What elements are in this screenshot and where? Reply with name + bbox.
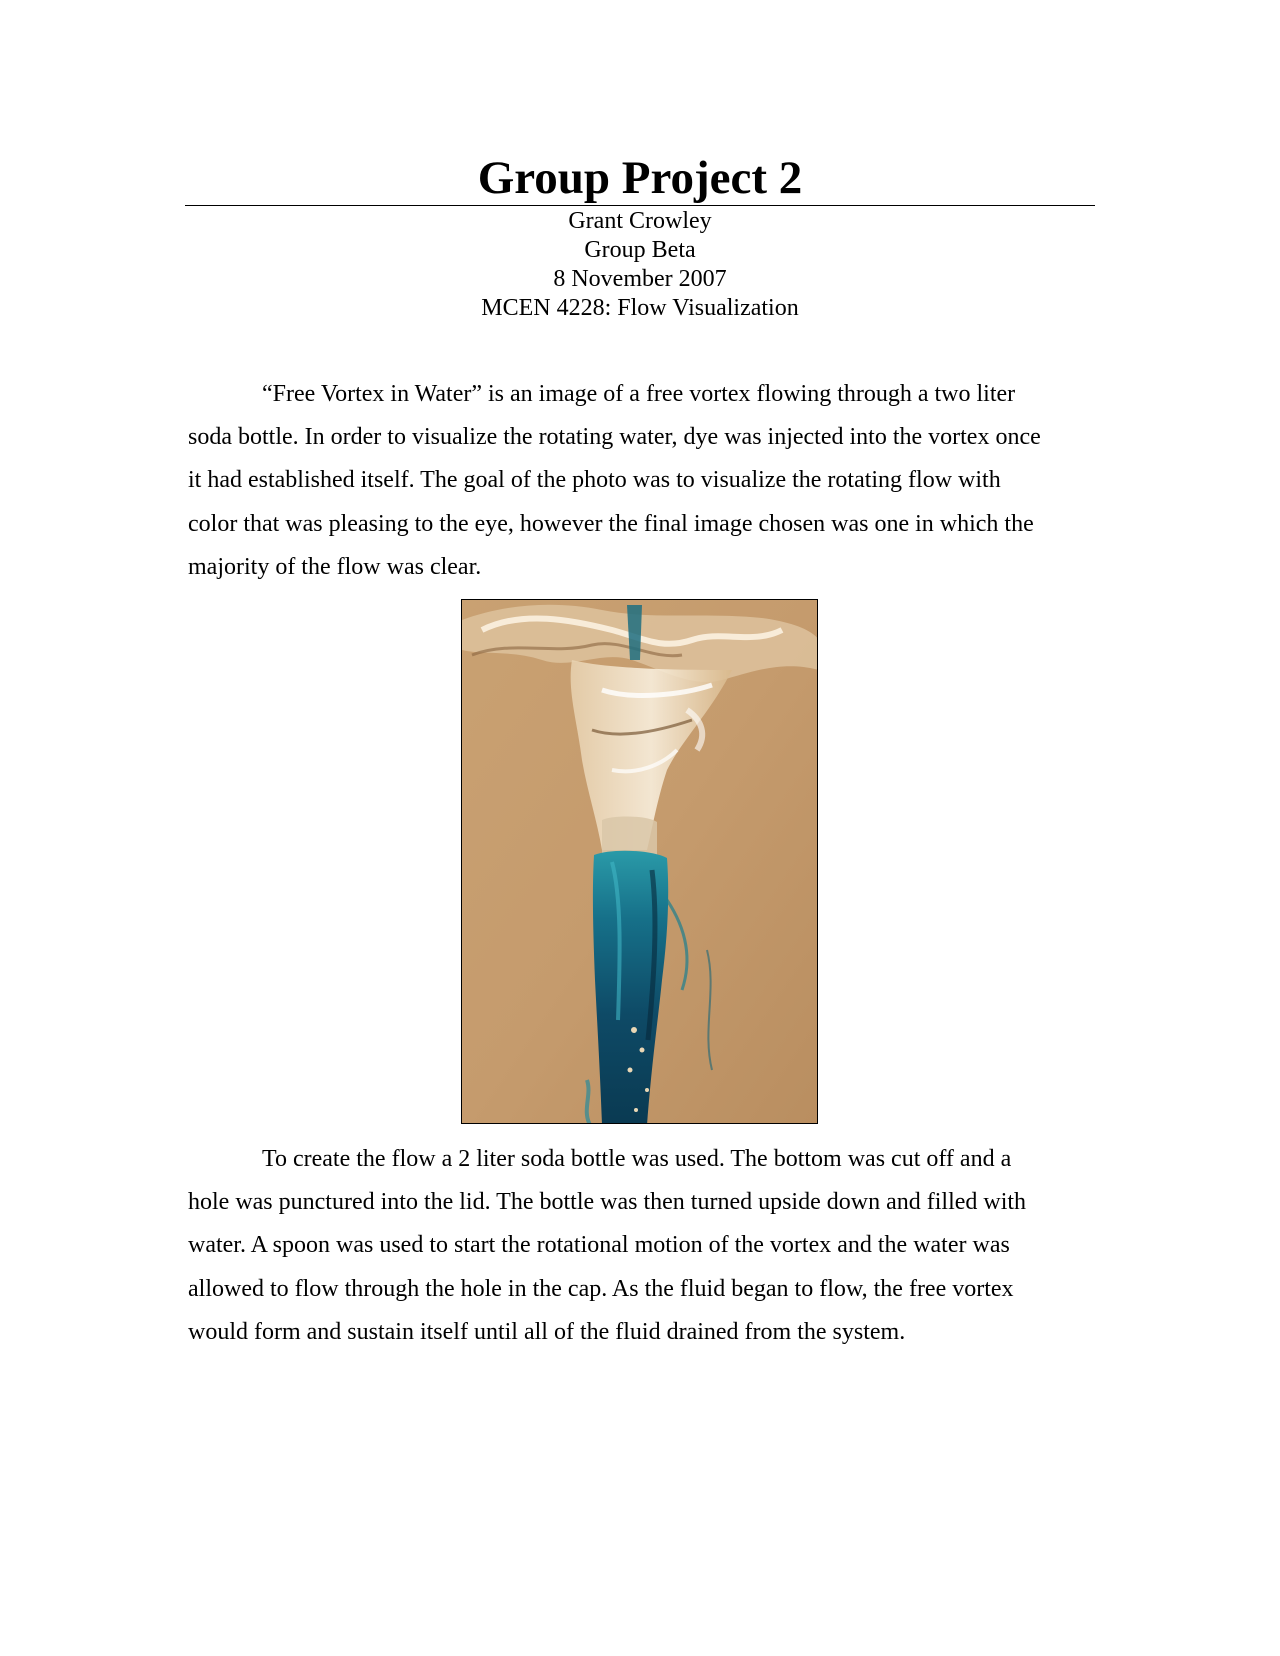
page-title: Group Project 2 — [477, 152, 803, 204]
paragraph-line: color that was pleasing to the eye, however the final image chosen was one in which the — [188, 510, 1034, 537]
paragraph-line: majority of the flow was clear. — [188, 553, 482, 580]
vortex-photo — [461, 599, 818, 1124]
document-date: 8 November 2007 — [553, 266, 727, 292]
paragraph-line: water. A spoon was used to start the rotational motion of the vortex and the water was — [188, 1232, 1010, 1259]
title-divider — [185, 205, 1095, 206]
author-name: Grant Crowley — [568, 208, 712, 234]
course-name: MCEN 4228: Flow Visualization — [481, 295, 799, 321]
paragraph-line: “Free Vortex in Water” is an image of a free vortex flowing through a two liter — [262, 381, 1016, 407]
paragraph-line: hole was punctured into the lid. The bottle was then turned upside down and filled with — [188, 1189, 1027, 1216]
paragraph-line: would form and sustain itself until all of the fluid drained from the system. — [188, 1318, 906, 1345]
intro-paragraph — [188, 373, 1093, 589]
method-paragraph — [188, 1138, 1093, 1354]
document-header-info — [185, 207, 1095, 323]
paragraph-line: To create the flow a 2 liter soda bottle was used. The bottom was cut off and a — [262, 1146, 1012, 1172]
group-name: Group Beta — [584, 237, 696, 263]
paragraph-line: soda bottle. In order to visualize the rotating water, dye was injected into the vortex once — [188, 424, 1041, 451]
paragraph-line: it had established itself. The goal of the photo was to visualize the rotating flow with — [188, 467, 1001, 494]
paragraph-line: allowed to flow through the hole in the cap. As the fluid began to flow, the free vortex — [188, 1275, 1014, 1302]
